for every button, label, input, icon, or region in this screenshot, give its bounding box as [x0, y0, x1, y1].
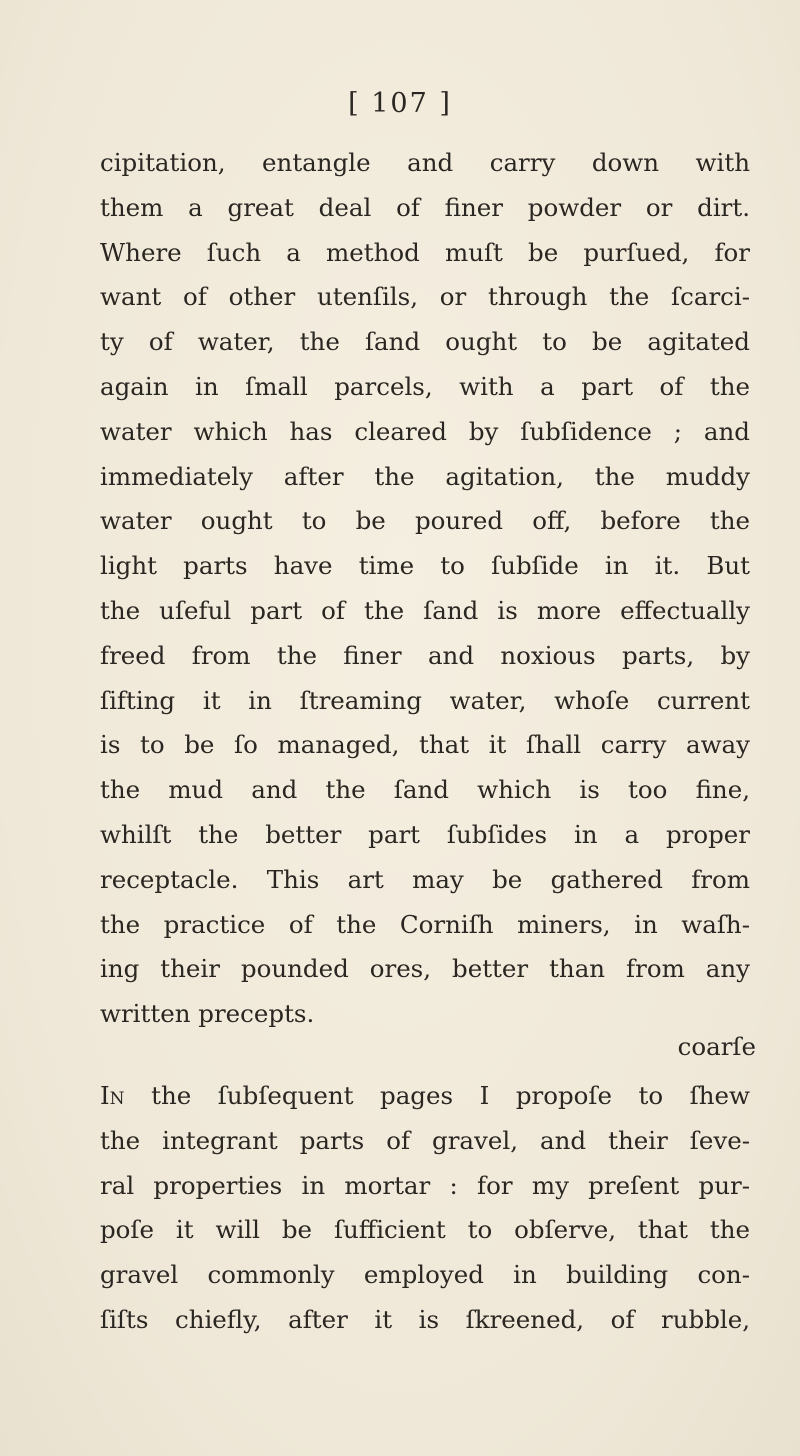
text-line: again in ſmall parcels, with a part of the: [100, 371, 750, 401]
text-line: the practice of the Corniſh miners, in waſh-: [100, 909, 750, 939]
text-line: ral properties in mortar : for my preſent pur-: [100, 1170, 750, 1200]
text-line: gravel commonly employed in building con-: [100, 1260, 750, 1290]
page-number: [ 107 ]: [348, 88, 452, 119]
text-line: the uſeful part of the ſand is more effectually: [100, 595, 750, 625]
text-line: poſe it will be ſufficient to obſerve, that the: [100, 1215, 750, 1245]
catchword: coarſe: [677, 1032, 756, 1061]
text-line: immediately after the agitation, the muddy: [100, 461, 750, 491]
text-line: water ought to be poured off, before the: [100, 506, 750, 536]
body-text: [100, 141, 750, 1343]
text-line: written precepts.: [100, 999, 315, 1029]
paragraph-2: [100, 1074, 750, 1343]
text-line: receptacle. This art may be gathered from: [100, 864, 750, 894]
text-line: want of other utenſils, or through the ſcarci-: [100, 282, 750, 312]
text-line: cipitation, entangle and carry down with: [100, 148, 750, 177]
text-line: the integrant parts of gravel, and their ſeve-: [100, 1125, 750, 1155]
text-line: whilſt the better part ſubſides in a proper: [100, 819, 750, 849]
text-line: water which has cleared by ſubſidence ; and: [100, 416, 750, 446]
text-line: is to be ſo managed, that it ſhall carry away: [100, 730, 750, 760]
text-line: ty of water, the ſand ought to be agitated: [100, 327, 750, 357]
text-line: ſifting it in ſtreaming water, whoſe current: [100, 685, 750, 715]
text-line: freed from the finer and noxious parts, by: [100, 640, 750, 670]
paragraph-1: [100, 141, 750, 1037]
text-line: light parts have time to ſubſide in it. But: [100, 551, 750, 581]
text-line: them a great deal of finer powder or dirt.: [100, 192, 750, 222]
text-line: Where ſuch a method muſt be purſued, for: [100, 237, 750, 267]
text-line-rest: the ſubſequent pages I propoſe to ſhew: [124, 1080, 750, 1110]
text-line: the mud and the ſand which is too fine,: [100, 775, 750, 805]
paragraph-initial-word: In: [100, 1080, 125, 1110]
text-line: ſiſts chiefly, after it is ſkreened, of rubble,: [100, 1304, 750, 1334]
text-line: [100, 1074, 750, 1119]
text-line: ing their pounded ores, better than from any: [100, 954, 750, 984]
